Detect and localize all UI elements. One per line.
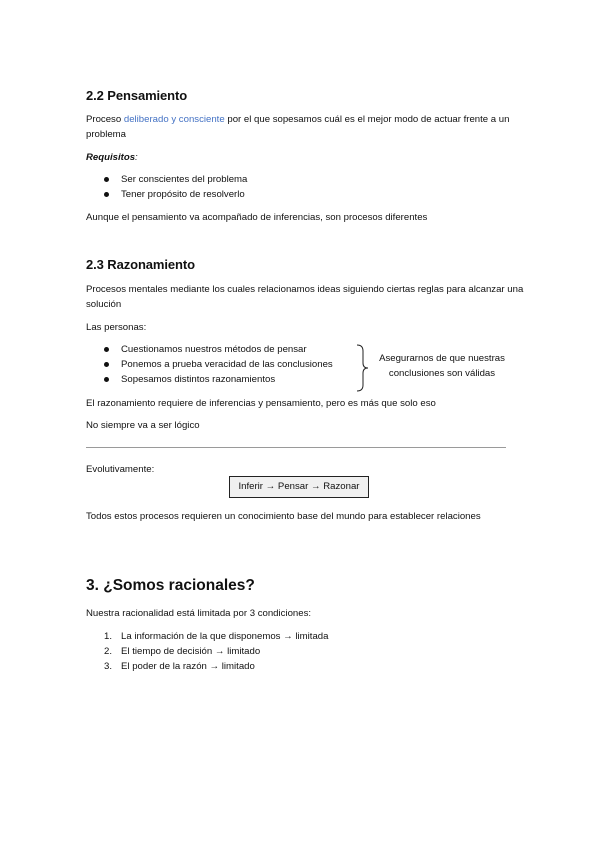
brace-note-line-1: Asegurarnos de que nuestras [379, 353, 505, 364]
personas-item-2: Ponemos a prueba veracidad de las conclusiones [121, 359, 333, 370]
bullet-dot [104, 362, 109, 367]
razonamiento-note-2: No siempre va a ser lógico [86, 420, 200, 431]
section-heading-razonamiento: 2.3 Razonamiento [86, 257, 195, 272]
horizontal-rule [86, 447, 506, 448]
bullet-dot [104, 347, 109, 352]
requisitos-label [86, 150, 138, 165]
condicion-item-3: El poder de la razón → limitado [121, 661, 255, 672]
requisitos-colon: : [135, 152, 138, 163]
personas-item-1: Cuestionamos nuestros métodos de pensar [121, 344, 307, 355]
list-number: 3. [104, 661, 113, 672]
definition-prefix: Proceso [86, 114, 124, 125]
section-heading-racionales: 3. ¿Somos racionales? [86, 577, 255, 594]
requisito-item-2: Tener propósito de resolverlo [121, 189, 245, 200]
pensamiento-definition [86, 112, 526, 142]
brace-note [368, 351, 516, 381]
brace-note-line-2: conclusiones son válidas [388, 368, 496, 379]
las-personas-label: Las personas: [86, 322, 147, 333]
bullet-dot [104, 177, 109, 182]
pensamiento-note: Aunque el pensamiento va acompañado de inferencias, son procesos diferentes [86, 212, 428, 223]
list-number: 2. [104, 646, 113, 657]
bullet-dot [104, 377, 109, 382]
evolutivamente-label: Evolutivamente: [86, 464, 155, 475]
personas-item-3: Sopesamos distintos razonamientos [121, 374, 276, 385]
requisito-item-1: Ser conscientes del problema [121, 174, 248, 185]
razonamiento-closing: Todos estos procesos requieren un conocimiento base del mundo para establecer relaciones [86, 511, 481, 522]
list-number: 1. [104, 631, 113, 642]
definition-accent-text: deliberado y consciente [123, 114, 225, 125]
definition-suffix: por el que sopesamos cuál es el mejor modo de actuar frente a un problema [86, 114, 510, 140]
bullet-dot [104, 192, 109, 197]
racionalidad-intro: Nuestra racionalidad está limitada por 3 condiciones: [86, 608, 312, 619]
condicion-item-1: La información de la que disponemos → limitada [121, 631, 329, 642]
razonamiento-definition: Procesos mentales mediante los cuales relacionamos ideas siguiendo ciertas reglas para alcanzar una solución [86, 284, 524, 310]
condicion-item-2: El tiempo de decisión → limitado [121, 646, 261, 657]
section-heading-pensamiento: 2.2 Pensamiento [86, 88, 188, 103]
razonamiento-note-1: El razonamiento requiere de inferencias y pensamiento, pero es más que solo eso [86, 398, 436, 409]
requisitos-text: Requisitos [86, 152, 136, 163]
evolution-sequence-box: Inferir → Pensar → Razonar [229, 476, 369, 498]
